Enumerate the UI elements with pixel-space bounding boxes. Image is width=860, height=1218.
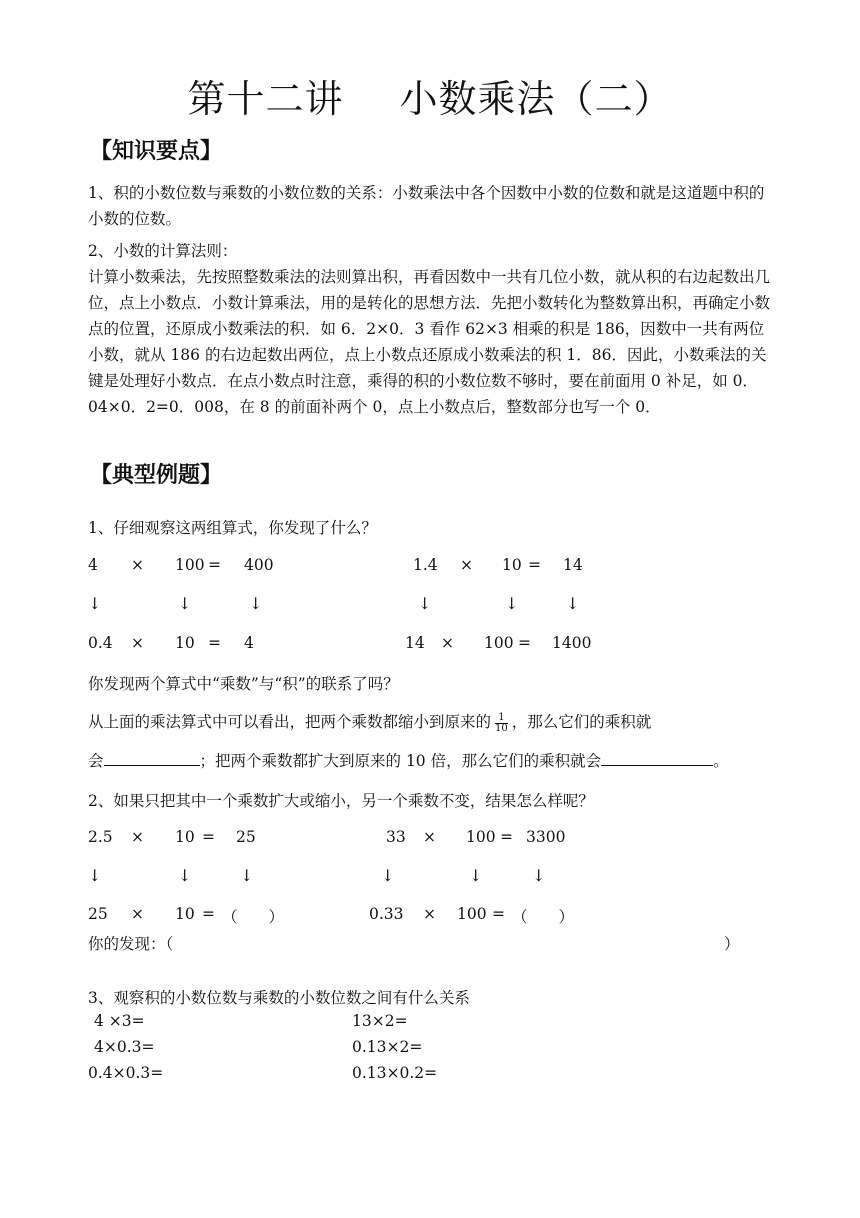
question-1-ask: 你发现两个算式中“乘数”与“积”的联系了吗？ bbox=[88, 675, 399, 693]
question-2-text: 2、如果只把其中一个乘数扩大或缩小，另一个乘数不变，结果怎么样呢？ bbox=[88, 792, 594, 810]
down-arrow-icon: ↓ bbox=[418, 594, 432, 613]
knowledge-point-2-body: 计算小数乘法，先按照整数乘法的法则算出积，再看因数中一共有几位小数，就从积的右边起数出几位，点上小数点．小数计算乘法，用的是转化的思想方法．先把小数转化为整数算出积，再确定小数点的位置，还原成小数乘法的积．如 6．2×0．3 看作 62×3 相乘的积是 186，因数中一共有两位小数，就从 186 的右边起数出两位，点上小数点还原成小数乘法的积 1．86．因此，小数乘法的关键是处理好小数点．在点小数点时注意，乘得的积的小数位数不够时，要在前面用 0 补足，如 0．04×0．2=0．008，在 8 的前面补两个 0，点上小数点后，整数部分也写一个 0． bbox=[88, 268, 771, 416]
down-arrow-icon: ↓ bbox=[566, 594, 580, 613]
q3-right-item: 13×2= bbox=[352, 1012, 408, 1030]
down-arrow-icon: ↓ bbox=[178, 866, 192, 885]
down-arrow-icon: ↓ bbox=[532, 866, 546, 885]
examples-heading: 【典型例题】 bbox=[90, 463, 223, 488]
knowledge-point-1: 1、积的小数位数与乘数的小数位数的关系：小数乘法中各个因数中小数的位数和就是这道题中积的小数的位数。 bbox=[88, 184, 765, 228]
knowledge-heading: 【知识要点】 bbox=[90, 139, 223, 164]
down-arrow-icon: ↓ bbox=[178, 594, 192, 613]
question-1-observation-line-1: 从上面的乘法算式中可以看出，把两个乘数都缩小到原来的 $\frac{1}{10}$ ，那么它们的乘积就 bbox=[88, 711, 652, 734]
question-1-observation-line-2: 会 ；把两个乘数都扩大到原来的 10 倍，那么它们的乘积就会 。 bbox=[88, 752, 729, 770]
q3-left-item: 0.4×0.3= bbox=[88, 1064, 164, 1082]
down-arrow-icon: ↓ bbox=[249, 594, 263, 613]
fraction-one-tenth: $\frac{1}{10}$ bbox=[495, 711, 508, 734]
down-arrow-icon: ↓ bbox=[240, 866, 254, 885]
page-title bbox=[0, 68, 860, 123]
knowledge-point-2-title: 2、小数的计算法则： bbox=[88, 242, 238, 260]
down-arrow-icon: ↓ bbox=[88, 594, 102, 613]
q3-left-item: 4×0.3= bbox=[94, 1038, 155, 1056]
title-lecture: 第十二讲 bbox=[187, 77, 344, 121]
down-arrow-icon: ↓ bbox=[88, 866, 102, 885]
question-3-text: 3、观察积的小数位数与乘数的小数位数之间有什么关系 bbox=[88, 989, 470, 1007]
question-1-text: 1、仔细观察这两组算式，你发现了什么？ bbox=[88, 519, 377, 537]
down-arrow-icon: ↓ bbox=[469, 866, 483, 885]
q3-right-item: 0.13×0.2= bbox=[352, 1064, 438, 1082]
down-arrow-icon: ↓ bbox=[381, 866, 395, 885]
down-arrow-icon: ↓ bbox=[505, 594, 519, 613]
answer-paren-2[interactable]: （ ） bbox=[512, 908, 575, 926]
answer-blank-2[interactable] bbox=[601, 763, 713, 766]
answer-blank-1[interactable] bbox=[104, 763, 200, 766]
title-topic: 小数乘法（二） bbox=[399, 77, 673, 121]
answer-paren-1[interactable]: （ ） bbox=[222, 908, 285, 926]
q3-left-item: 4 ×3= bbox=[94, 1012, 145, 1030]
worksheet-page: 第十二讲 小数乘法（二） 【知识要点】 1、积的小数位数与乘数的小数位数的关系：小数乘法中各个因数中小数的位数和就是这道题中积的小数的位数。 2、小数的计算法则： 计算小数乘法，先按照整数乘法的法则算出积，再看因数中一共有几位小数，就从积的右边起数出几位，点上小数点．小数计算乘法，用的是转化的思想方法．先把小数转化为整数算出积，再确定小数点的位置，还原成小数乘法的积．如 6．2×0．3 看作 62×3 相乘的积是 186，因数中一共有两位小数，就从 186 的右边起数出两位，点上小数点还原成小数乘法的积 1．86．因此，小数乘法的关键是处理好小数点．在点小数点时注意，乘得的积的小数位数不够时，要在前面用 0 补足，如 0．04×0．2=0．008，在 8 的前面补两个 0，点上小数点后，整数部分也写一个 0． 【典型例题】 1、仔细观察这两组算式，你发现了什么？ 4 × 100 = 400 1.4 × 10 = 14 ↓ ↓ ↓ ↓ ↓ ↓ 0.4 × 10 = 4 14 × 100 = 1400 你发现两个算式中“乘数”与“积”的联系了吗？ 从上面的乘法算式中可以看出，把两个乘数都缩小到原来的 $\frac{1}{10}$ ，那么它们的乘积就 会 ；把两个乘数都扩大到原来的 10 倍，那么它们的乘积就会 。 2、如果只把其中一个乘数扩大或缩小，另一个乘数不变，结果怎么样呢？ 2.5 × 10 = 25 33 × 100 = 3300 ↓ ↓ ↓ ↓ ↓ ↓ 25 × 10 = （ ） 0.33 × 100 = （ ） 你的发现：（ ） 3、观察积的小数位数与乘数的小数位数之间有什么关系 4 ×3= 4×0.3= 0.4×0.3= 13×2= 0.13×2= 0.13×0.2= bbox=[0, 0, 860, 1218]
q3-right-item: 0.13×2= bbox=[352, 1038, 423, 1056]
